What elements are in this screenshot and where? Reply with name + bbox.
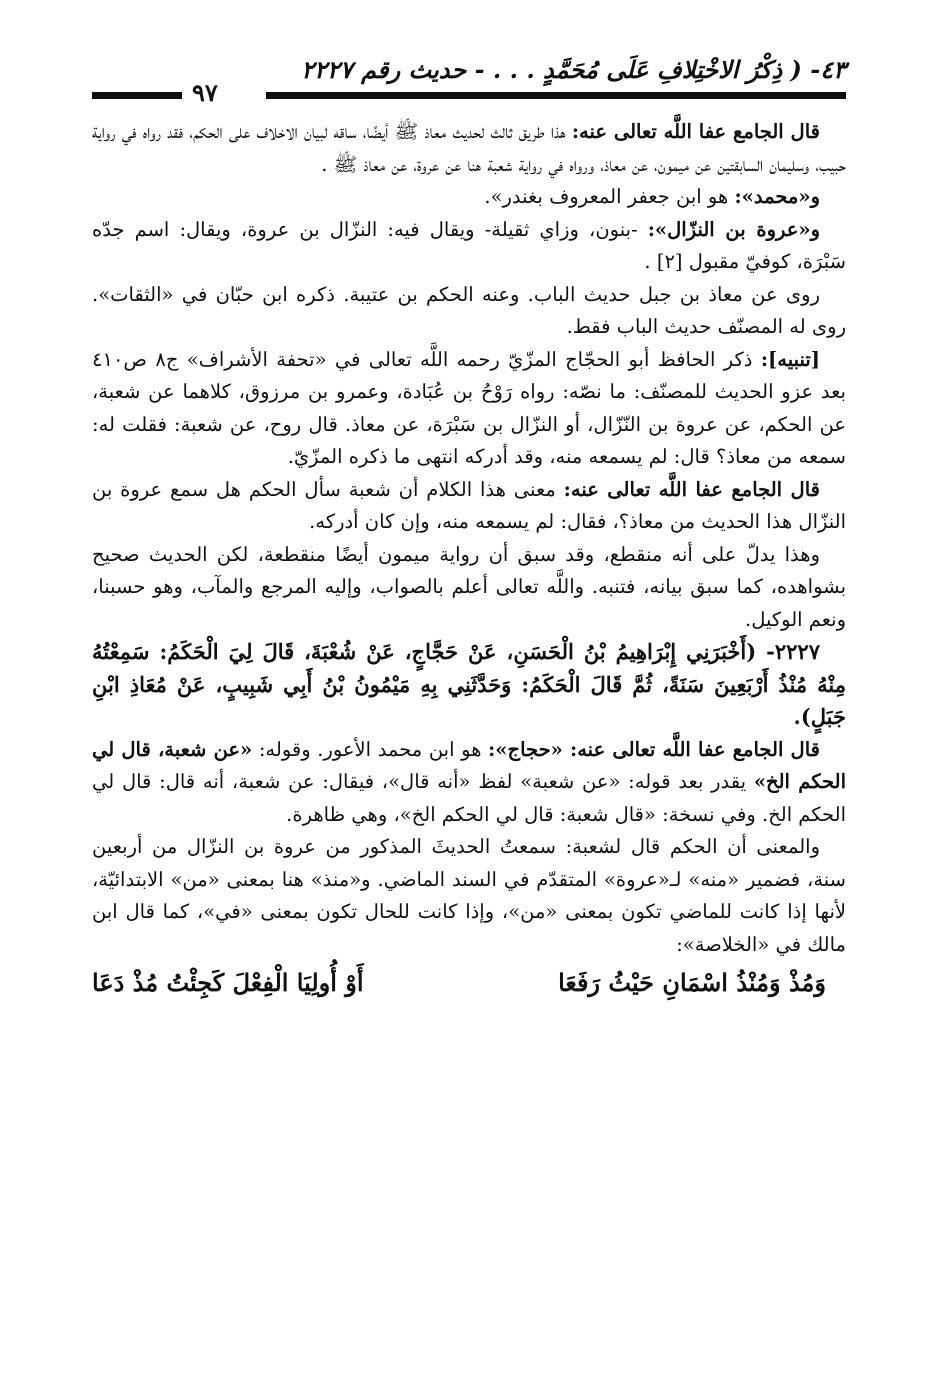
verse-first-hemistich: وَمُذْ وَمُنْذُ اسْمَانِ حَيْثُ رَفَعَا <box>558 968 826 997</box>
page-number: ٩٧ <box>192 78 218 107</box>
paragraph <box>92 474 846 539</box>
paragraph-lead: قال الجامع عفا اللَّه تعالى عنه: «حجاج»: <box>488 737 820 761</box>
rule-line-left <box>92 92 182 99</box>
paragraph <box>92 734 846 832</box>
paragraph-text: ذكر الحافظ أبو الحجّاج المزّيّ رحمه اللَّه تعالى في «تحفة الأشراف» ج٨ ص٤١٠ بعد عزو الحديث للمصنّف: ما نصّه: رواه رَوْحُ بن عُبَادة، وعمرو بن مرزوق، كلاهما عن شعبة، عن الحكم، عن عروة بن النّزّال، أو النزّال بن سَبْرَة، عن معاذ. قال روح، عن شعبة: فقلت له: سمعه من معاذ؟ قال: لم يسمعه منه، وقد أدركه انتهى ما ذكره المزّيّ. <box>92 347 846 468</box>
paragraph <box>92 116 846 181</box>
paragraph <box>92 181 846 214</box>
page-body <box>92 116 846 1000</box>
paragraph <box>92 214 846 279</box>
rule-line-right <box>266 92 846 99</box>
paragraph <box>92 831 846 961</box>
paragraph <box>92 539 846 637</box>
paragraph-lead: «عن شعبة، قال لي الحكم الخ» <box>92 737 846 793</box>
paragraph-lead: قال الجامع عفا اللَّه تعالى عنه: <box>571 120 820 143</box>
paragraph-lead: و«عروة بن النزّال»: <box>647 217 820 241</box>
paragraph-text: هو ابن محمد الأعور. وقوله: <box>252 737 489 761</box>
paragraph <box>92 344 846 474</box>
paragraph-text: يقدر بعد قوله: «عن شعبة» لفظ «أنه قال»، فيقال: عن شعبة، أنه قال: قال لي الحكم الخ. وفي نسخة: «قال شعبة: قال لي الحكم الخ»، وهي ظاهرة. <box>92 770 846 826</box>
paragraph-text: والمعنى أن الحكم قال لشعبة: سمعتُ الحديثَ المذكور من عروة بن النزّال من أربعين سنة، فضمير «منه» لـ«عروة» المتقدّم في السند الماضي. و«منذ» هنا بمعنى «من» الابتدائيّة، لأنها إذا كانت للماضي تكون بمعنى «من»، وإذا كانت للحال تكون بمعنى «في»، كما قال ابن مالك في «الخلاصة»: <box>92 835 846 956</box>
paragraph-lead: و«محمد»: <box>734 185 820 208</box>
header-title: ٤٣- ( ذِكْرُ الاخْتِلافِ عَلَى مُحَمَّدٍ . . . - حديث رقم ٢٢٢٧ <box>301 55 846 84</box>
paragraph-text: -بنون، وزاي ثقيلة- ويقال فيه: النزّال بن عروة، ويقال: اسم جدّه سَبْرَة، كوفيّ مقبول [٢] . <box>92 217 846 273</box>
paragraph-text: وهذا يدلّ على أنه منقطع، وقد سبق أن رواية ميمون أيضًا منقطعة، لكن الحديث صحيح بشواهده، كما سبق بيانه، فتنبه. واللَّه تعالى أعلم بالصواب، وإليه المرجع والمآب، وهو حسبنا، ونعم الوكيل. <box>92 542 846 631</box>
paragraph-text: روى عن معاذ بن جبل حديث الباب. وعنه الحكم بن عتيبة. ذكره ابن حبّان في «الثقات». روى له المصنّف حديث الباب فقط. <box>92 282 846 338</box>
verse-second-hemistich: أَوْ أُولِيَا الْفِعْلَ كَجِئْتُ مُذْ دَعَا <box>92 968 364 997</box>
poetry-verse <box>92 967 846 1000</box>
hadith-text: ٢٢٢٧- (أَخْبَرَنِي إِبْرَاهِيمُ بْنُ الْحَسَنِ، عَنْ حَجَّاجٍ، عَنْ شُعْبَةَ، قَالَ لِيَ الْحَكَمُ: سَمِعْتُهُ مِنْهُ مُنْذُ أَرْبَعِينَ سَنَةً، ثُمَّ قَالَ الْحَكَمُ: وَحَدَّثَنِي بِهِ مَيْمُونُ بْنُ أَبِي شَبِيبٍ، عَنْ مُعَاذِ ابْنِ جَبَلٍ). <box>92 639 846 729</box>
header-rule <box>92 78 846 116</box>
paragraph-text: معنى هذا الكلام أن شعبة سأل الحكم هل سمع عروة بن النزّال هذا الحديث من معاذ؟، فقال: لم يسمعه منه، وإن كان أدركه. <box>92 477 846 533</box>
paragraph-text: هو ابن جعفر المعروف بغندر». <box>484 185 735 208</box>
paragraph-text: هذا طريق ثالث لحديث معاذ ﷺ أيضًا، ساقه لبيان الاخلاف على الحكم، فقد رواه في رواية حبيب، وسليمان السابقتين عن ميمون، عن معاذ، ورواه في رواية شعبة هنا عن عروة، عن معاذ ﷺ . <box>92 120 846 176</box>
paragraph-lead: قال الجامع عفا اللَّه تعالى عنه: <box>563 477 820 501</box>
paragraph-lead: [تنبيه]: <box>760 347 820 371</box>
paragraph <box>92 279 846 344</box>
